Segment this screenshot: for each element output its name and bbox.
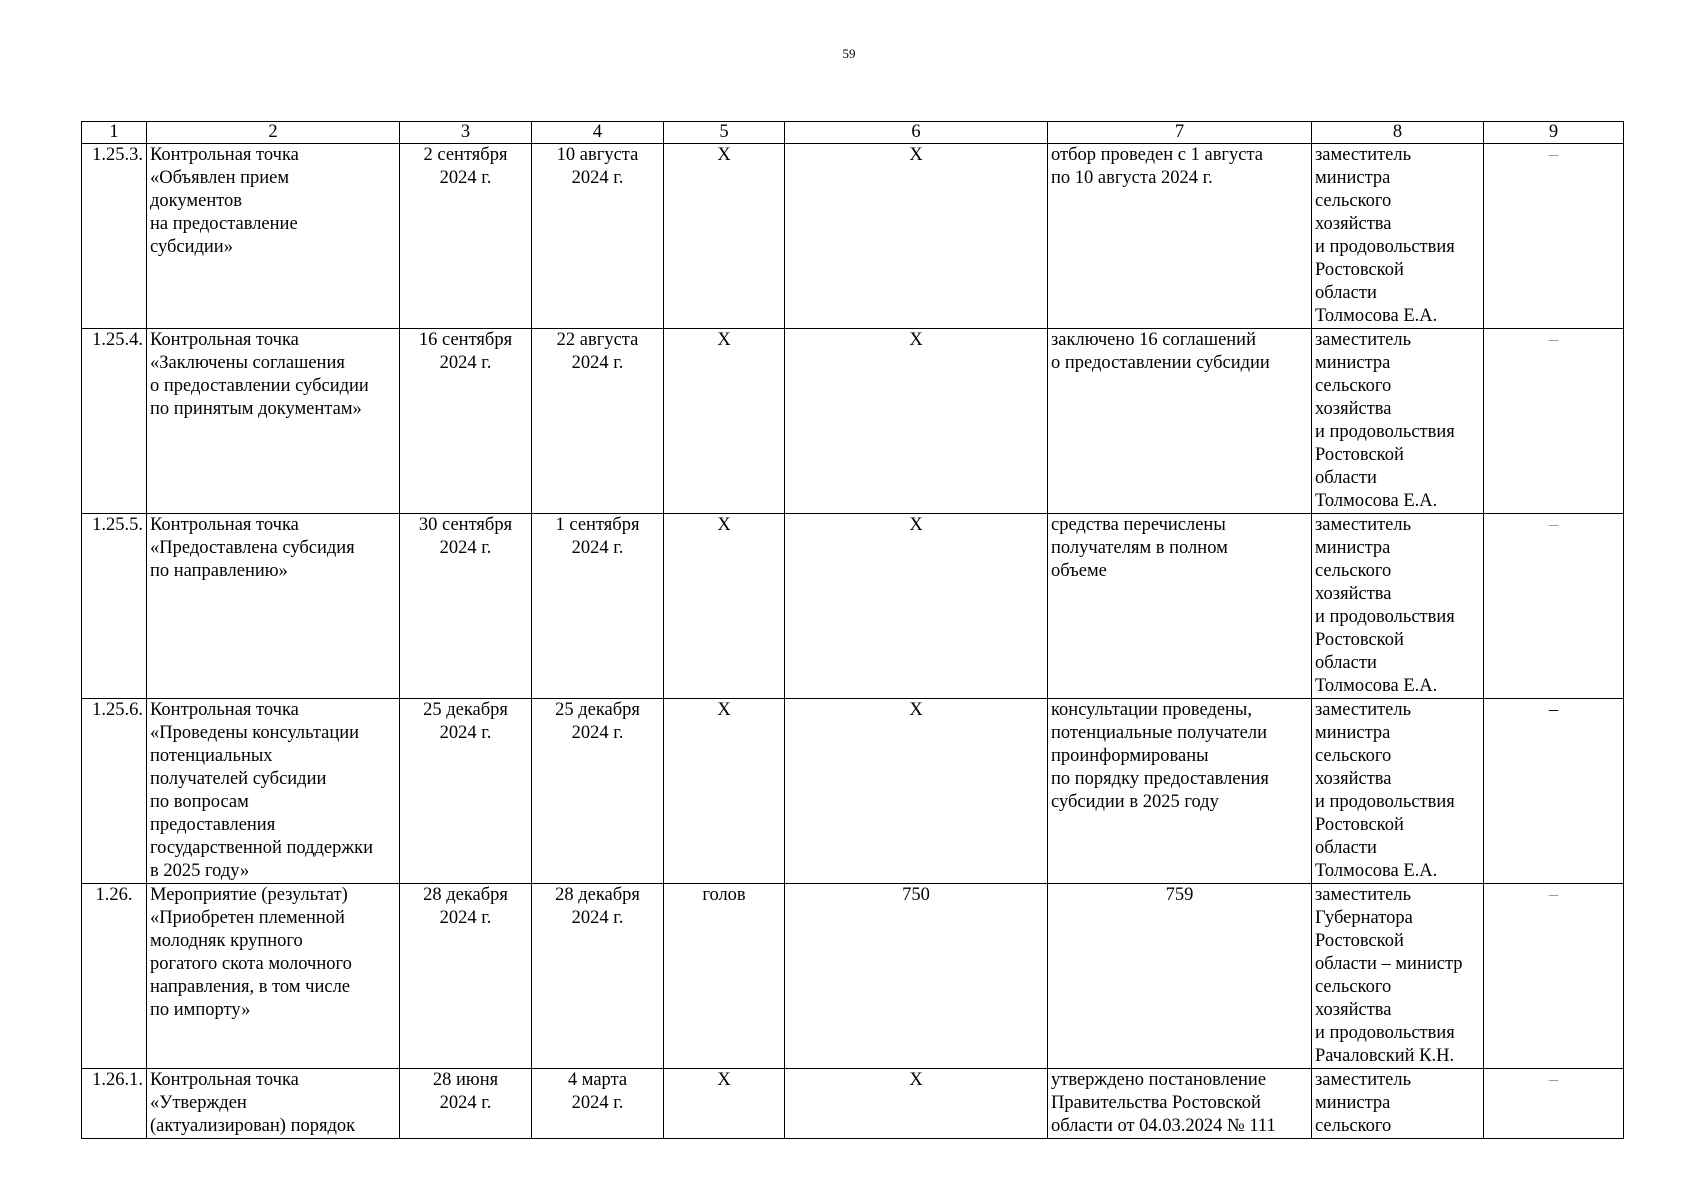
row-name: Контрольная точка «Проведены консультации потенциальных получателей субсидии по вопросам предоставления государственной поддержки в 2025 году» xyxy=(147,699,400,884)
page-number: 59 xyxy=(842,46,856,61)
responsible: заместитель министра сельского хозяйства и продовольствия Ростовской области Толмосова Е.А. xyxy=(1312,514,1484,699)
fact-value: средства перечислены получателям в полном объеме xyxy=(1048,514,1312,699)
responsible: заместитель министра сельского хозяйства и продовольствия Ростовской области Толмосова Е.А. xyxy=(1312,144,1484,329)
note: – xyxy=(1548,145,1559,165)
fact-value: 759 xyxy=(1048,884,1312,1069)
table-row xyxy=(82,884,1624,1069)
plan-date: 2 сентября 2024 г. xyxy=(400,144,532,329)
plan-date: 30 сентября 2024 г. xyxy=(400,514,532,699)
note: – xyxy=(1548,700,1559,720)
unit: X xyxy=(664,1069,785,1139)
row-name: Контрольная точка «Утвержден (актуализирован) порядок xyxy=(147,1069,400,1139)
column-header: 3 xyxy=(400,122,532,144)
responsible: заместитель Губернатора Ростовской области – министр сельского хозяйства и продовольствия Рачаловский К.Н. xyxy=(1312,884,1484,1069)
table-row xyxy=(82,514,1624,699)
table-row xyxy=(82,329,1624,514)
fact-date: 25 декабря 2024 г. xyxy=(532,699,664,884)
table-row xyxy=(82,1069,1624,1139)
row-name: Контрольная точка «Заключены соглашения о предоставлении субсидии по принятым документам» xyxy=(147,329,400,514)
unit: X xyxy=(664,514,785,699)
row-number: 1.25.5. xyxy=(82,514,147,699)
plan-value: X xyxy=(785,514,1048,699)
note: – xyxy=(1548,885,1559,905)
table-header-row xyxy=(82,122,1624,144)
responsible: заместитель министра сельского хозяйства и продовольствия Ростовской области Толмосова Е.А. xyxy=(1312,329,1484,514)
note: – xyxy=(1548,330,1559,350)
row-number: 1.25.6. xyxy=(82,699,147,884)
fact-date: 4 марта 2024 г. xyxy=(532,1069,664,1139)
column-header: 5 xyxy=(664,122,785,144)
unit: голов xyxy=(664,884,785,1069)
fact-value: заключено 16 соглашений о предоставлении субсидии xyxy=(1048,329,1312,514)
column-header: 1 xyxy=(82,122,147,144)
report-table xyxy=(81,121,1624,1139)
plan-value: X xyxy=(785,329,1048,514)
unit: X xyxy=(664,699,785,884)
row-name: Контрольная точка «Предоставлена субсидия по направлению» xyxy=(147,514,400,699)
fact-date: 22 августа 2024 г. xyxy=(532,329,664,514)
column-header: 6 xyxy=(785,122,1048,144)
fact-date: 28 декабря 2024 г. xyxy=(532,884,664,1069)
plan-date: 28 июня 2024 г. xyxy=(400,1069,532,1139)
column-header: 9 xyxy=(1484,122,1624,144)
row-number: 1.26.1. xyxy=(82,1069,147,1139)
fact-value: консультации проведены, потенциальные получатели проинформированы по порядку предоставления субсидии в 2025 году xyxy=(1048,699,1312,884)
column-header: 8 xyxy=(1312,122,1484,144)
plan-date: 25 декабря 2024 г. xyxy=(400,699,532,884)
column-header: 7 xyxy=(1048,122,1312,144)
row-number: 1.26. xyxy=(82,884,147,1069)
plan-value: 750 xyxy=(785,884,1048,1069)
table-row xyxy=(82,699,1624,884)
row-name: Мероприятие (результат) «Приобретен племенной молодняк крупного рогатого скота молочного направления, в том числе по импорту» xyxy=(147,884,400,1069)
note: – xyxy=(1548,515,1559,535)
fact-value: отбор проведен с 1 августа по 10 августа 2024 г. xyxy=(1048,144,1312,329)
column-header: 4 xyxy=(532,122,664,144)
row-number: 1.25.4. xyxy=(82,329,147,514)
responsible: заместитель министра сельского xyxy=(1312,1069,1484,1139)
note: – xyxy=(1548,1070,1559,1090)
fact-date: 1 сентября 2024 г. xyxy=(532,514,664,699)
plan-value: X xyxy=(785,699,1048,884)
fact-value: утверждено постановление Правительства Ростовской области от 04.03.2024 № 111 xyxy=(1048,1069,1312,1139)
fact-date: 10 августа 2024 г. xyxy=(532,144,664,329)
plan-date: 16 сентября 2024 г. xyxy=(400,329,532,514)
unit: X xyxy=(664,144,785,329)
unit: X xyxy=(664,329,785,514)
plan-date: 28 декабря 2024 г. xyxy=(400,884,532,1069)
plan-value: X xyxy=(785,144,1048,329)
table-row xyxy=(82,144,1624,329)
plan-value: X xyxy=(785,1069,1048,1139)
responsible: заместитель министра сельского хозяйства и продовольствия Ростовской области Толмосова Е.А. xyxy=(1312,699,1484,884)
row-number: 1.25.3. xyxy=(82,144,147,329)
column-header: 2 xyxy=(147,122,400,144)
row-name: Контрольная точка «Объявлен прием документов на предоставление субсидии» xyxy=(147,144,400,329)
